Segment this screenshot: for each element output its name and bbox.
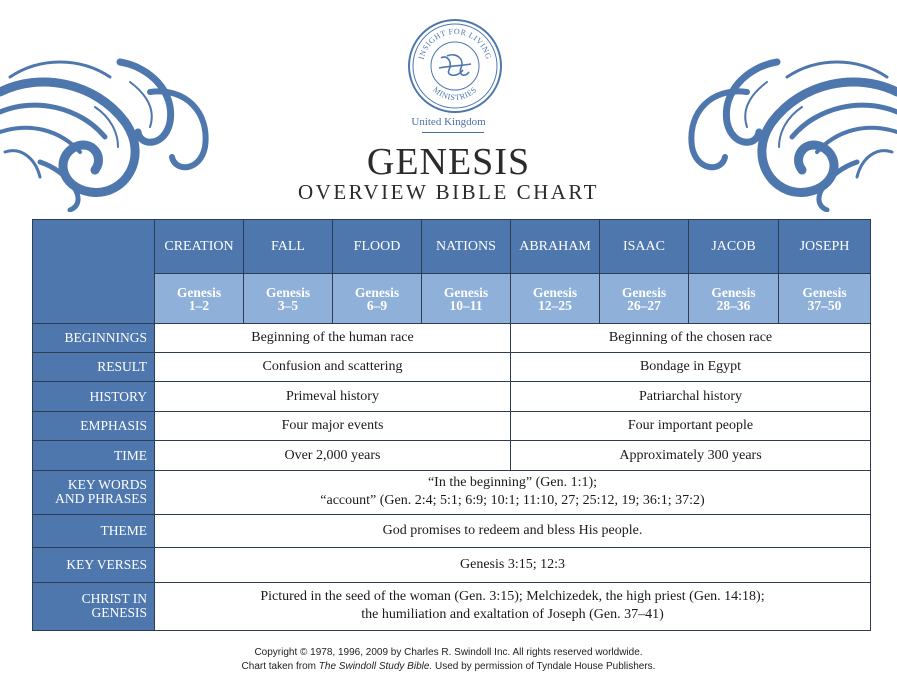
row-label-beginnings: BEGINNINGS [33,324,155,353]
emphasis-left: Four major events [155,412,511,441]
row-label-history: HISTORY [33,382,155,412]
result-right: Bondage in Egypt [511,353,871,382]
era-header-row [33,220,871,274]
era-jacob: JACOB [689,220,779,274]
row-emphasis [33,412,871,441]
theme-text: God promises to redeem and bless His people. [155,514,871,547]
era-creation: CREATION [155,220,244,274]
row-label-theme: THEME [33,514,155,547]
row-beginnings [33,324,871,353]
row-label-key-words: KEY WORDS AND PHRASES [33,470,155,514]
row-christ-in-genesis [33,582,871,630]
history-right: Patriarchal history [511,382,871,412]
seal-text-bottom: MINISTRIES [431,85,479,103]
era-isaac: ISAAC [600,220,689,274]
ref-abraham: Genesis 12–25 [511,274,600,324]
region-label: United Kingdom [411,116,486,128]
copyright-footer [0,646,897,674]
era-abraham: ABRAHAM [511,220,600,274]
row-key-verses [33,547,871,582]
row-label-emphasis: EMPHASIS [33,412,155,441]
row-key-words [33,470,871,514]
ref-jacob: Genesis 28–36 [689,274,779,324]
beginnings-left: Beginning of the human race [155,324,511,353]
era-nations: NATIONS [422,220,511,274]
ref-fall: Genesis 3–5 [244,274,333,324]
copyright-line: Copyright © 1978, 1996, 2009 by Charles R. Swindoll Inc. All rights reserved worldwide. [254,647,643,658]
ref-joseph: Genesis 37–50 [779,274,871,324]
insight-for-living-seal-logo [407,18,503,114]
ref-flood: Genesis 6–9 [333,274,422,324]
time-right: Approximately 300 years [511,441,871,470]
page-subtitle: OVERVIEW BIBLE CHART [298,180,599,204]
row-theme [33,514,871,547]
result-left: Confusion and scattering [155,353,511,382]
seal-text-top: INSIGHT FOR LIVING [416,26,494,61]
era-fall: FALL [244,220,333,274]
era-joseph: JOSEPH [779,220,871,274]
row-result [33,353,871,382]
christ-in-genesis-text: Pictured in the seed of the woman (Gen. 3:15); Melchizedek, the high priest (Gen. 14:18); the humiliation and exaltation of Joseph (Gen. 37–41) [155,582,871,630]
ref-nations: Genesis 10–11 [422,274,511,324]
row-label-time: TIME [33,441,155,470]
era-flood: FLOOD [333,220,422,274]
history-left: Primeval history [155,382,511,412]
header-corner-cell [33,220,155,324]
row-label-key-verses: KEY VERSES [33,547,155,582]
overview-chart-table [32,219,871,631]
region-underline [422,132,484,133]
emphasis-right: Four important people [511,412,871,441]
row-label-result: RESULT [33,353,155,382]
key-verses-text: Genesis 3:15; 12:3 [155,547,871,582]
source-line: Chart taken from The Swindoll Study Bible. Used by permission of Tyndale House Publishers. [241,661,656,672]
key-words-text: “In the beginning” (Gen. 1:1); “account” (Gen. 2:4; 5:1; 6:9; 10:1; 11:10, 27; 25:12, 19; 36:1; 37:2) [155,470,871,514]
reference-row [33,274,871,324]
row-label-christ-in-genesis: CHRIST IN GENESIS [33,582,155,630]
ref-isaac: Genesis 26–27 [600,274,689,324]
page-title: GENESIS [366,141,531,183]
ref-creation: Genesis 1–2 [155,274,244,324]
row-history [33,382,871,412]
beginnings-right: Beginning of the chosen race [511,324,871,353]
row-time [33,441,871,470]
source-book-title: The Swindoll Study Bible. [318,661,433,672]
time-left: Over 2,000 years [155,441,511,470]
